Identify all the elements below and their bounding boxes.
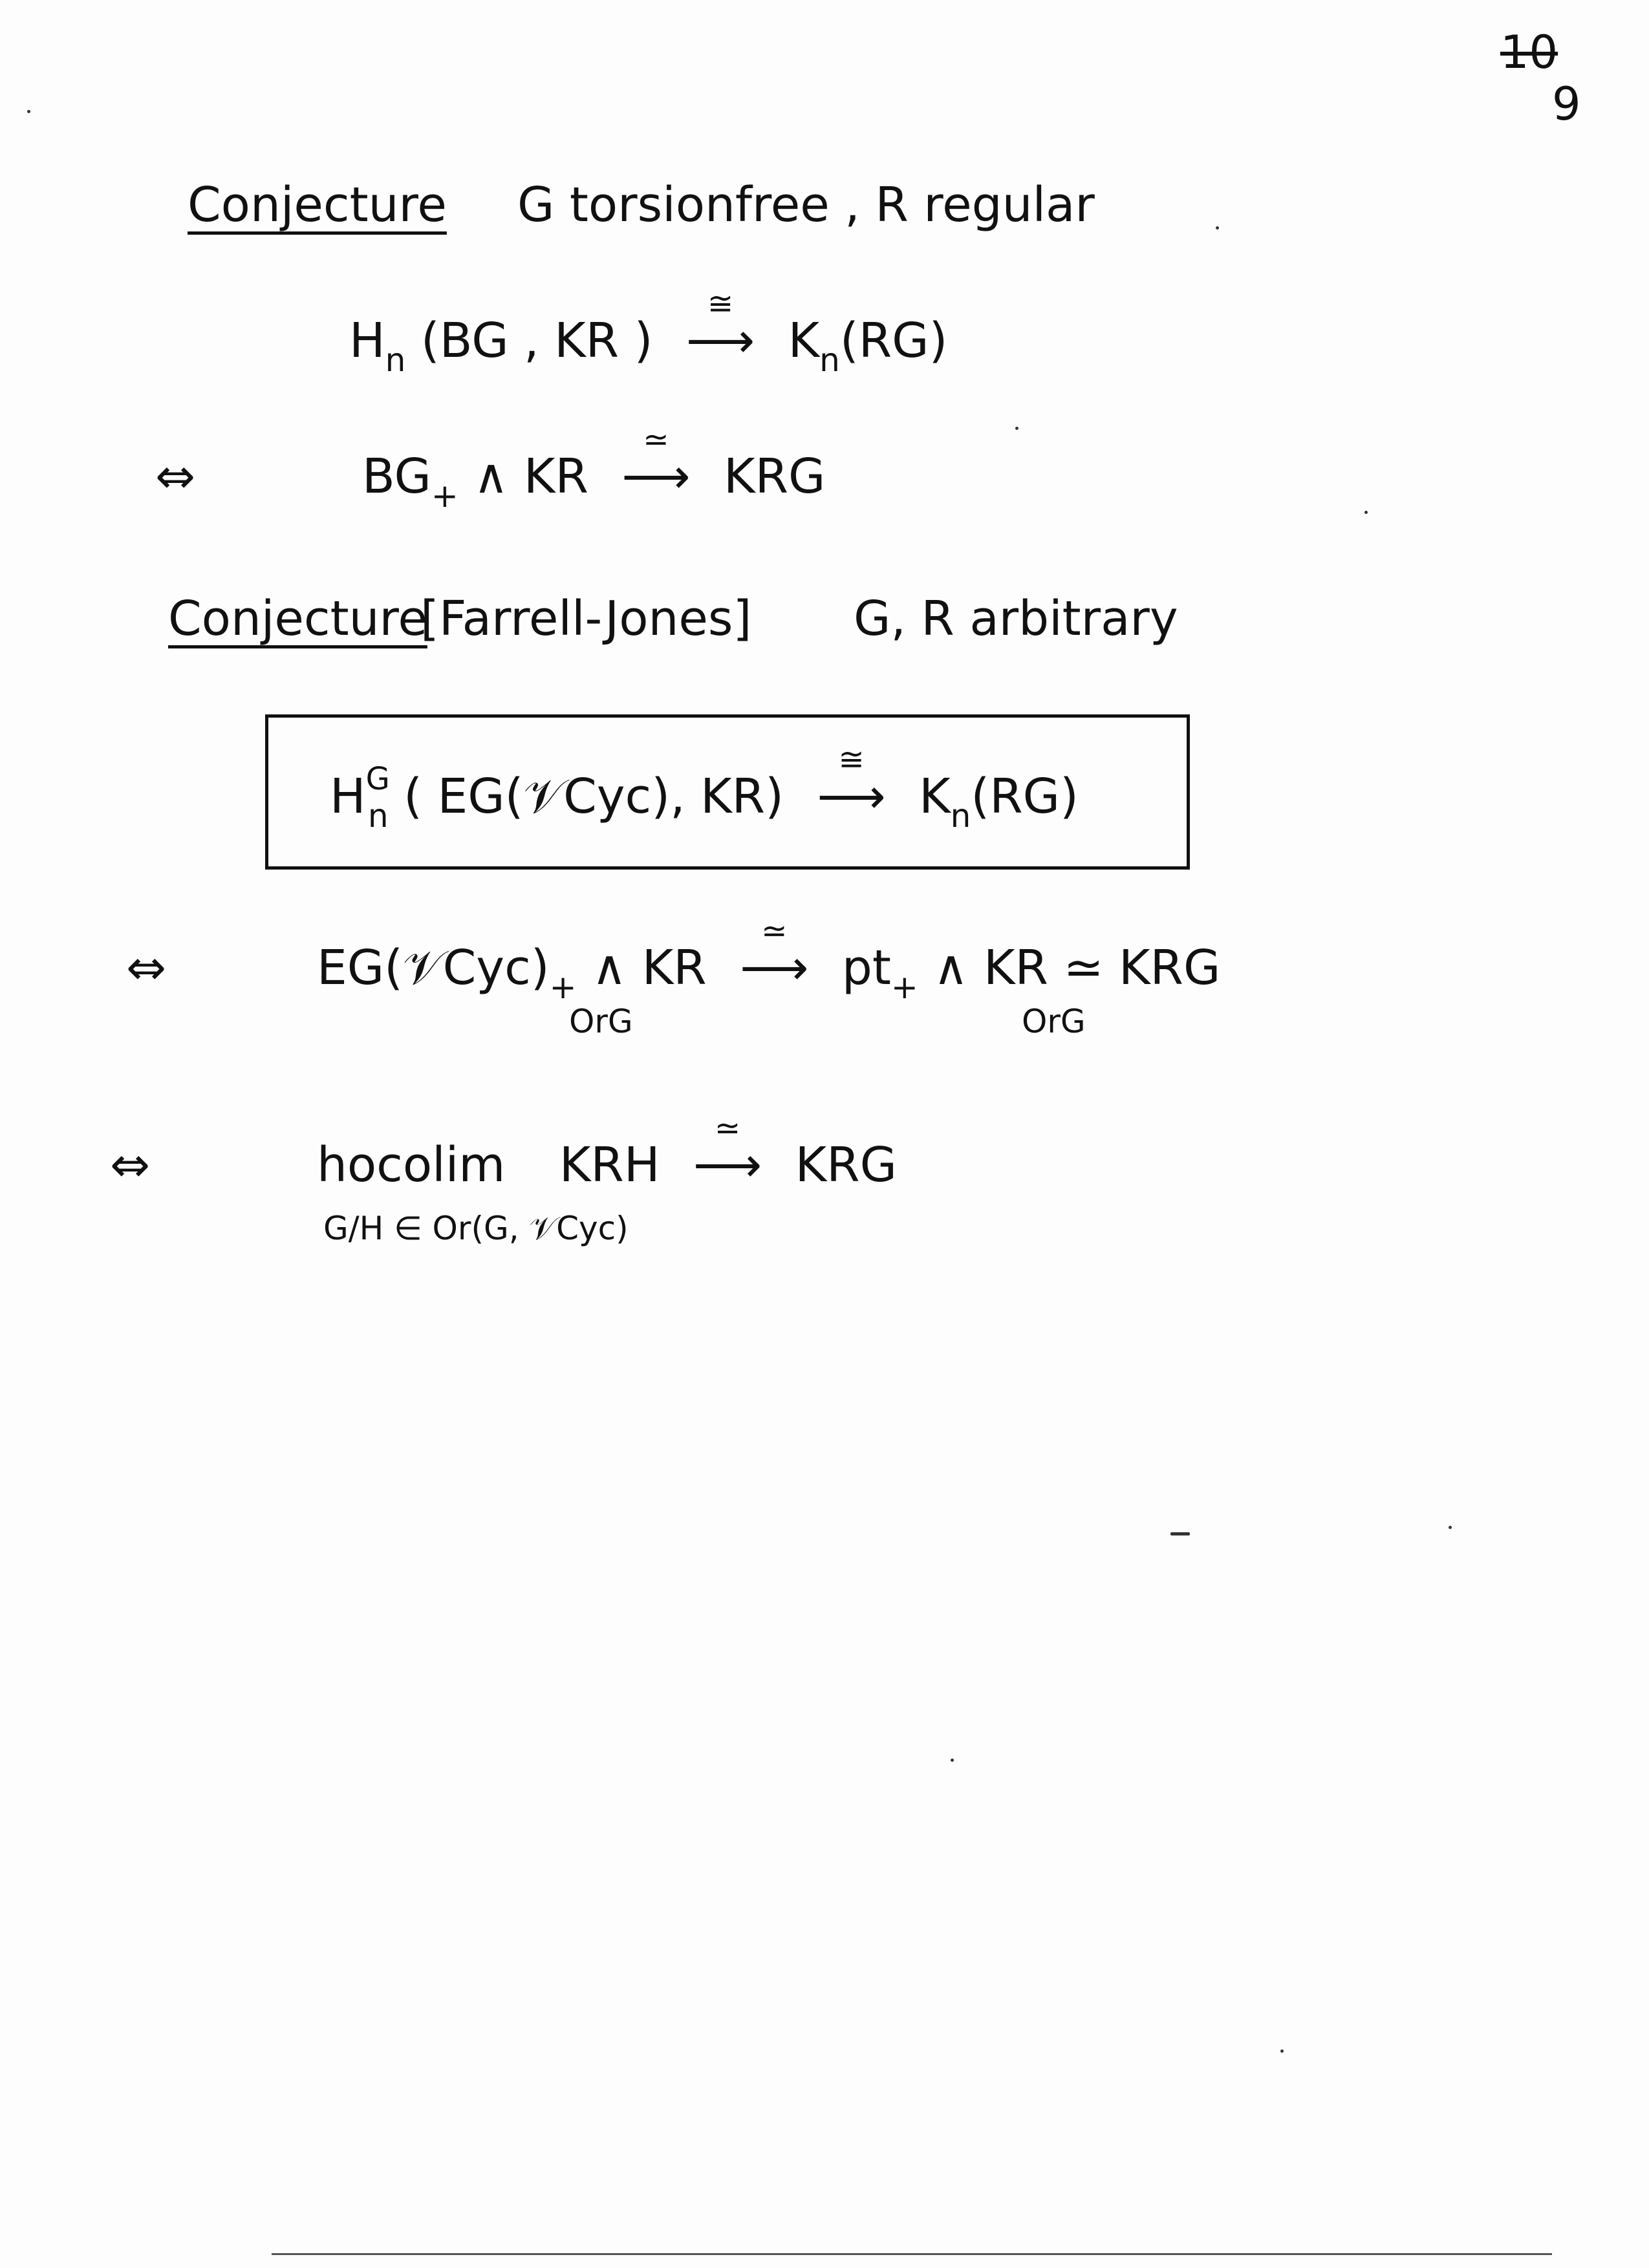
scan-speck (1015, 427, 1018, 430)
equivalence-symbol-3: ⇔ (110, 1137, 151, 1193)
right-arrow-icon: ⟶ (621, 449, 691, 504)
eq1-right-args: (RG) (839, 313, 948, 369)
scan-speck (1449, 1526, 1452, 1529)
eq1-left: H (349, 313, 385, 369)
right-arrow-icon: ⟶ (693, 1137, 762, 1193)
conjecture-hypothesis-1: G torsionfree , R regular (517, 177, 1095, 233)
equivalence-symbol-2: ⇔ (126, 940, 167, 996)
equiv-label-4: ≃ (714, 1110, 741, 1146)
iso-arrow-boxed (817, 742, 886, 824)
boxed-args: ( EG(𝒱Cyc), KR) (404, 769, 784, 824)
equation-hocolim (317, 1110, 897, 1193)
right-arrow-icon: ⟶ (740, 940, 809, 996)
scan-speck (1216, 226, 1219, 230)
eq2-left-sub: + (431, 477, 458, 515)
boxed-right-args: (RG) (971, 769, 1079, 824)
eq3-smash: ∧ (592, 940, 627, 996)
eq4-mid: KRH (559, 1137, 660, 1193)
conjecture-hypothesis-2: G, R arbitrary (854, 591, 1178, 647)
eq1-right: K (788, 313, 820, 369)
iso-arrow-1 (686, 286, 755, 369)
page-number: 9 (1552, 78, 1581, 131)
eq3-smash2-under: OrG (1022, 1003, 1086, 1040)
equivalence-symbol-1: ⇔ (155, 449, 196, 504)
equiv-label-2: ≃ (643, 422, 669, 458)
scan-speck (1364, 511, 1368, 514)
equation-orbit-smash (317, 913, 1221, 1006)
eq3-left: EG(𝒱Cyc) (317, 940, 550, 996)
iso-label-boxed: ≅ (838, 742, 865, 778)
scan-speck (1280, 2049, 1284, 2053)
conjecture-attribution: [Farrell-Jones] (420, 591, 752, 647)
eq3-pt-sub: + (890, 968, 918, 1006)
iso-label-1: ≅ (707, 286, 734, 322)
scan-speck (951, 1759, 954, 1762)
scan-edge-line (272, 2253, 1552, 2255)
eq4-left: hocolim (317, 1137, 506, 1193)
equiv-arrow-2 (621, 422, 691, 504)
boxed-sup: G (365, 761, 390, 797)
boxed-sub: n (367, 797, 389, 835)
scan-speck (1170, 1532, 1190, 1535)
equation-boxed (330, 742, 1079, 835)
conjecture-heading-1: Conjecture (188, 177, 447, 233)
eq1-left-sub: n (385, 341, 406, 379)
eq3-mid: KR (641, 940, 707, 996)
crossed-page-number: 10 (1500, 26, 1558, 79)
equation-smash-1 (362, 422, 826, 515)
boxed-right-sub: n (950, 797, 971, 835)
eq4-right: KRG (795, 1137, 897, 1193)
eq1-left-args: (BG , KR ) (420, 313, 653, 369)
eq2-right: KRG (724, 449, 826, 504)
boxed-right: K (919, 769, 951, 824)
eq1-right-sub: n (819, 341, 840, 379)
equiv-label-3: ≃ (761, 913, 788, 949)
equiv-arrow-3 (740, 913, 809, 996)
right-arrow-icon: ⟶ (686, 313, 755, 369)
eq3-pt: pt (841, 940, 891, 996)
eq4-under: G/H ∈ Or(G, 𝒱Cyc) (323, 1210, 629, 1247)
eq2-smash: ∧ KR (473, 449, 588, 504)
eq3-left-sub: + (549, 968, 577, 1006)
equation-assembly-1 (349, 286, 948, 379)
eq3-smash2: ∧ (933, 940, 969, 996)
conjecture-heading-2: Conjecture (168, 591, 427, 647)
right-arrow-icon: ⟶ (817, 769, 886, 824)
eq2-left: BG (362, 449, 431, 504)
scan-speck (27, 110, 30, 113)
eq3-smash-under: OrG (569, 1003, 633, 1040)
equiv-arrow-4 (693, 1110, 762, 1193)
eq3-right: KR ≃ KRG (984, 940, 1221, 996)
boxed-left: H (330, 769, 366, 824)
